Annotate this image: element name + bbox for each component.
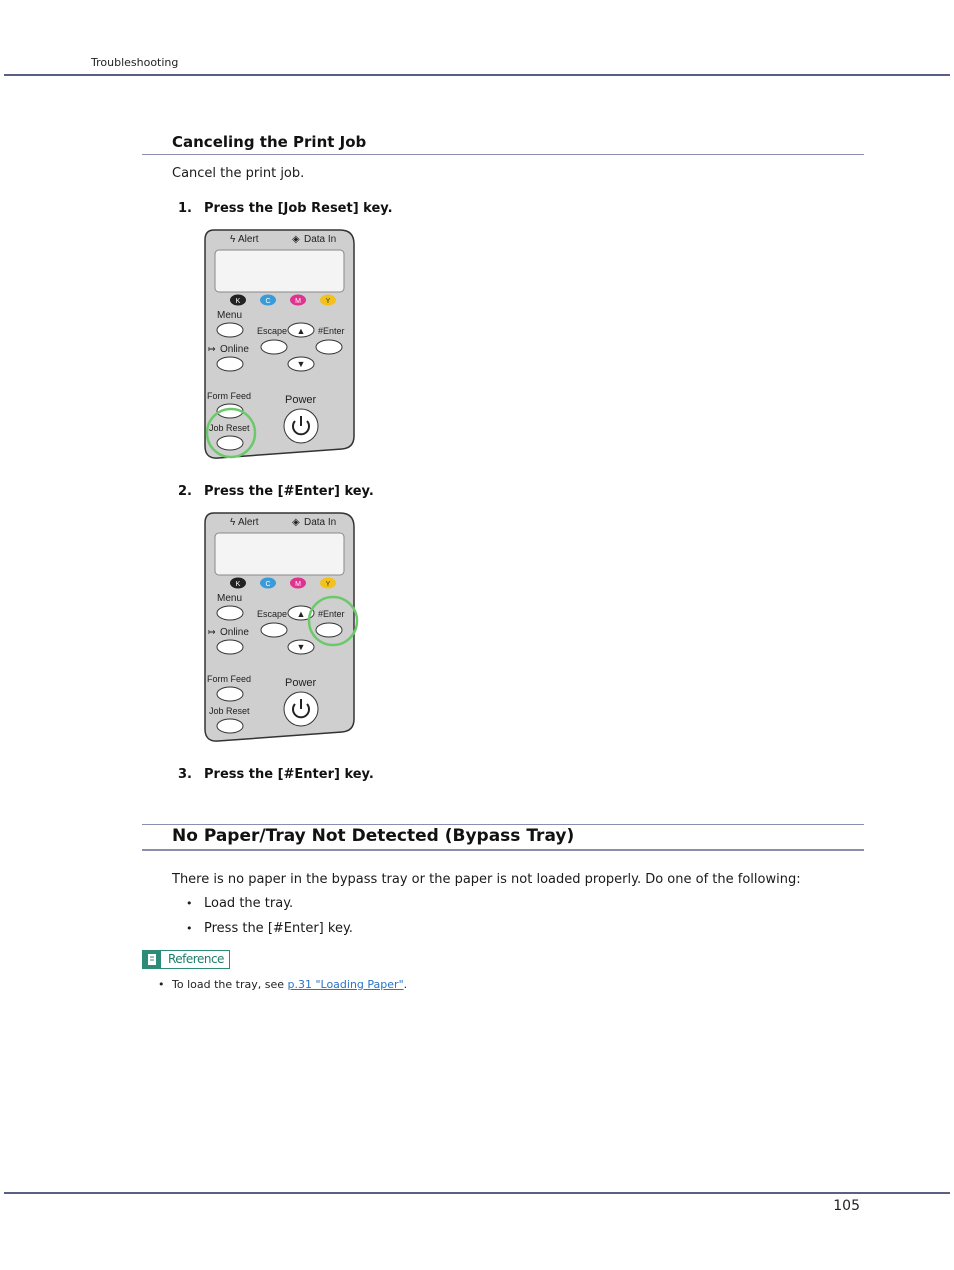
- down-arrow-icon: ▼: [296, 642, 306, 652]
- page-number: 105: [833, 1198, 860, 1214]
- menu-label: Menu: [217, 310, 243, 321]
- reference-item: • To load the tray, see p.31 "Loading Paper".: [158, 978, 408, 991]
- svg-text:Alert: Alert: [238, 517, 259, 528]
- lcd-display: [215, 533, 344, 575]
- svg-text:ϟ: ϟ: [230, 517, 236, 528]
- online-label: Online: [220, 344, 249, 355]
- data-in-indicator: [292, 234, 336, 245]
- alert-indicator: [230, 517, 259, 528]
- form-feed-label: Form Feed: [207, 391, 252, 401]
- section-intro: Cancel the print job.: [172, 166, 305, 181]
- online-icon: ↦: [208, 344, 216, 354]
- control-panel-illustration-enter: [200, 509, 380, 751]
- section-intro: There is no paper in the bypass tray or the paper is not loaded properly. Do one of the following:: [172, 872, 801, 887]
- online-icon: ↦: [208, 627, 216, 637]
- svg-text:ϟ: ϟ: [230, 234, 236, 245]
- svg-text:◈: ◈: [292, 234, 300, 245]
- step-2: [178, 484, 374, 499]
- bullet-icon: •: [158, 978, 165, 991]
- section-title-rule: [142, 154, 864, 155]
- reference-icon: [143, 951, 161, 968]
- header-rule: [4, 74, 950, 76]
- svg-text:C: C: [265, 298, 271, 305]
- step-text: Press the [#Enter] key.: [204, 767, 374, 782]
- enter-label: #Enter: [318, 326, 345, 336]
- reference-badge: [142, 950, 230, 969]
- job-reset-label: Job Reset: [209, 706, 250, 716]
- section-title-canceling: Canceling the Print Job: [172, 133, 367, 151]
- svg-text:◈: ◈: [292, 517, 300, 528]
- step-3: [178, 767, 374, 782]
- step-number: 1.: [178, 201, 192, 216]
- svg-text:M: M: [295, 298, 301, 305]
- section-bottom-rule: [142, 849, 864, 851]
- step-text: Press the [Job Reset] key.: [204, 201, 393, 216]
- list-item: • Load the tray.: [186, 896, 294, 911]
- data-in-indicator: [292, 517, 336, 528]
- svg-text:Y: Y: [325, 581, 331, 588]
- escape-label: Escape: [257, 609, 288, 619]
- step-1: [178, 201, 393, 216]
- svg-text:K: K: [235, 298, 241, 305]
- running-header: Troubleshooting: [91, 56, 179, 69]
- online-key: [217, 640, 243, 654]
- svg-text:Data In: Data In: [304, 234, 337, 245]
- job-reset-key: [217, 719, 243, 733]
- down-arrow-icon: ▼: [296, 359, 306, 369]
- form-feed-key: [217, 687, 243, 701]
- loading-paper-link[interactable]: p.31 "Loading Paper": [287, 978, 404, 991]
- step-text: Press the [#Enter] key.: [204, 484, 374, 499]
- alert-indicator: [230, 234, 259, 245]
- step-number: 3.: [178, 767, 192, 782]
- job-reset-label: Job Reset: [209, 423, 250, 433]
- list-item: • Press the [#Enter] key.: [186, 921, 353, 936]
- job-reset-key: [217, 436, 243, 450]
- svg-text:Alert: Alert: [238, 234, 259, 245]
- enter-key: [316, 340, 342, 354]
- form-feed-label: Form Feed: [207, 674, 252, 684]
- footer-rule: [4, 1192, 950, 1194]
- svg-text:Y: Y: [325, 298, 331, 305]
- up-arrow-icon: ▲: [296, 326, 306, 336]
- svg-text:C: C: [265, 581, 271, 588]
- step-number: 2.: [178, 484, 192, 499]
- control-panel-illustration-job-reset: [200, 226, 380, 468]
- up-arrow-icon: ▲: [296, 609, 306, 619]
- escape-label: Escape: [257, 326, 288, 336]
- svg-text:M: M: [295, 581, 301, 588]
- enter-key: [316, 623, 342, 637]
- section-title-no-paper: No Paper/Tray Not Detected (Bypass Tray): [172, 826, 575, 846]
- power-label: Power: [285, 394, 317, 406]
- svg-text:Data In: Data In: [304, 517, 337, 528]
- menu-key: [217, 323, 243, 337]
- section-top-rule: [142, 824, 864, 825]
- reference-label: Reference: [168, 952, 224, 966]
- escape-key: [261, 623, 287, 637]
- online-key: [217, 357, 243, 371]
- bullet-icon: •: [186, 897, 193, 910]
- menu-label: Menu: [217, 593, 243, 604]
- lcd-display: [215, 250, 344, 292]
- bullet-icon: •: [186, 922, 193, 935]
- enter-label: #Enter: [318, 609, 345, 619]
- menu-key: [217, 606, 243, 620]
- online-label: Online: [220, 627, 249, 638]
- power-label: Power: [285, 677, 317, 689]
- svg-text:K: K: [235, 581, 241, 588]
- escape-key: [261, 340, 287, 354]
